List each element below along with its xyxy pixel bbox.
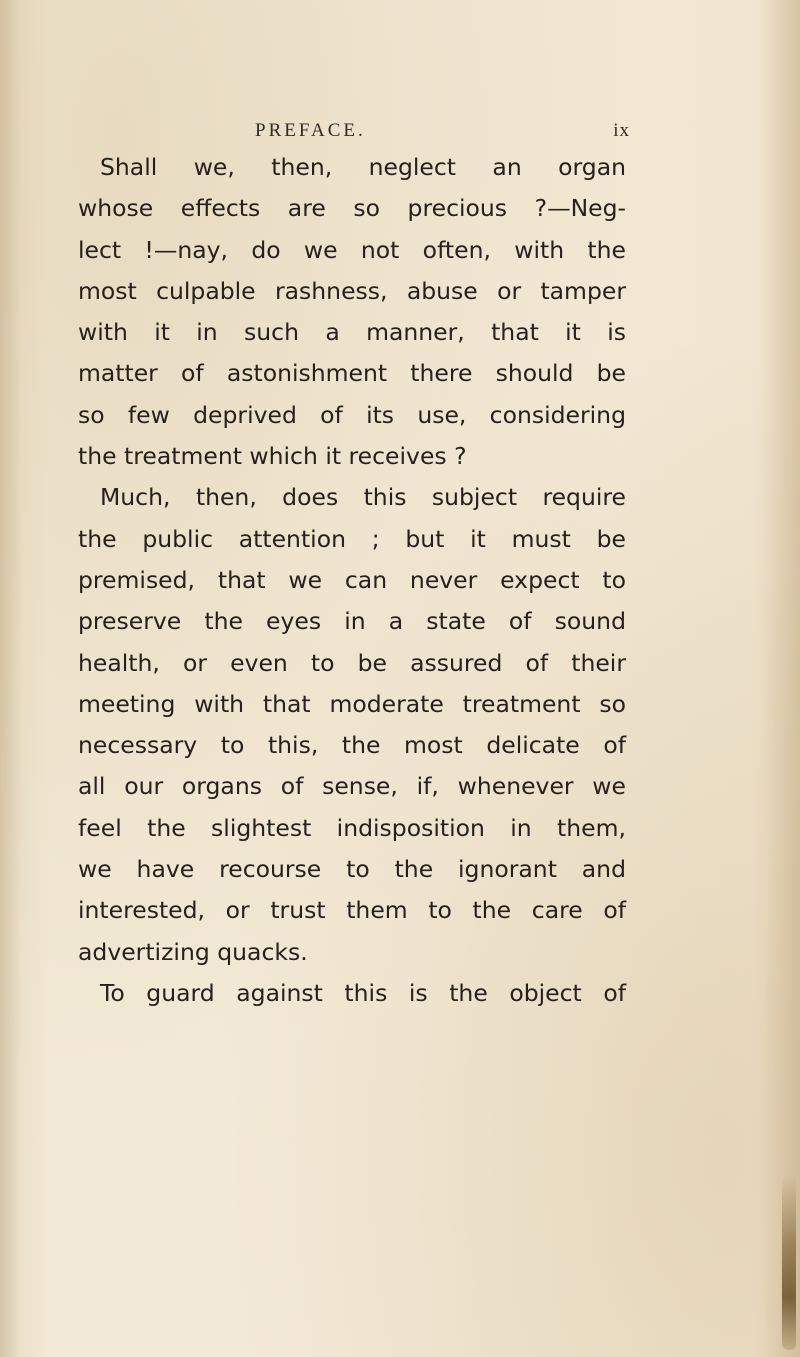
text-line: Shall we, then, neglect an organ (100, 153, 626, 181)
text-line: preserve the eyes in a state of sound (78, 607, 626, 636)
page-right-edge-shading (762, 0, 800, 1357)
page-left-edge-shading (0, 0, 22, 1357)
text-line: health, or even to be assured of their (78, 648, 626, 677)
body-text (78, 147, 626, 1014)
text-line: feel the slightest indisposition in them, (78, 813, 626, 842)
text-line: meeting with that moderate treatment so (78, 689, 626, 718)
text-line: with it in such a manner, that it is (78, 318, 626, 347)
text-line: whose effects are so precious ?—Neg- (78, 194, 626, 223)
running-head: PREFACE. (255, 120, 366, 141)
text-line: interested, or trust them to the care of (78, 896, 626, 925)
text-line: all our organs of sense, if, whenever we (78, 772, 626, 801)
text-line: most culpable rashness, abuse or tamper (78, 276, 626, 305)
text-line: we have recourse to the ignorant and (78, 855, 626, 884)
text-line: To guard against this is the object of (100, 978, 626, 1007)
text-line: necessary to this, the most delicate of (78, 731, 626, 760)
text-line: matter of astonishment there should be (78, 359, 626, 388)
page-number: ix (613, 120, 630, 141)
page-edge-stain (782, 1175, 796, 1350)
page-header (255, 120, 630, 150)
text-line: the public attention ; but it must be (78, 524, 626, 553)
text-line: so few deprived of its use, considering (78, 400, 626, 429)
text-line: lect !—nay, do we not often, with the (78, 235, 626, 264)
text-line: advertizing quacks. (78, 937, 308, 966)
text-line: premised, that we can never expect to (78, 565, 626, 594)
text-line: Much, then, does this subject require (100, 483, 626, 512)
text-line: the treatment which it receives ? (78, 442, 467, 471)
